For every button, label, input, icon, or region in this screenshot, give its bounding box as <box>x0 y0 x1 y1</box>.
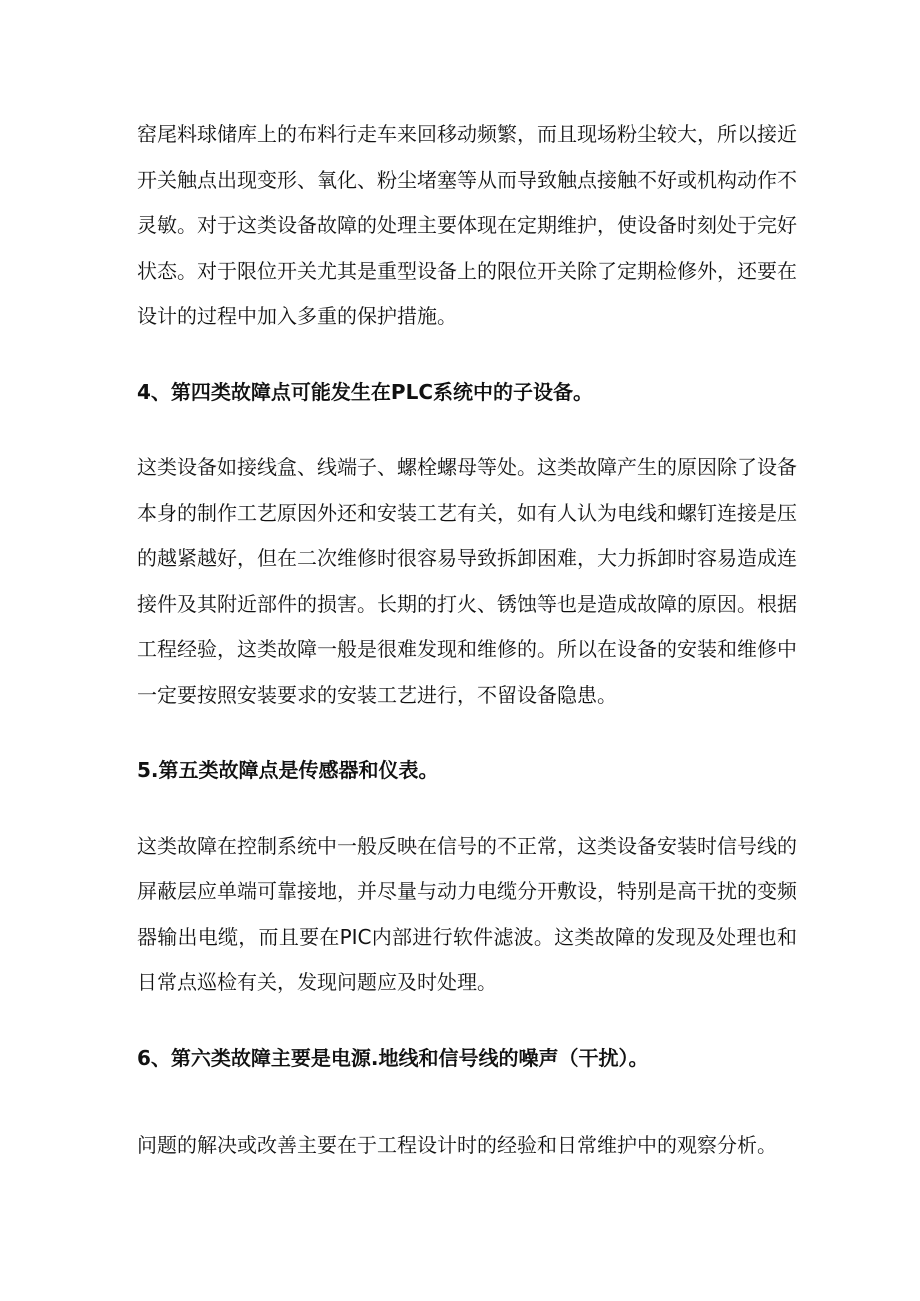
spacer <box>137 340 797 370</box>
paragraph-sub-device-faults: 这类设备如接线盒、线端子、螺栓螺母等处。这类故障产生的原因除了设备本身的制作工艺原因外还和安装工艺有关，如有人认为电线和螺钉连接是压的越紧越好，但在二次维修时很容易导致拆卸困难，大力拆卸时容易造成连接件及其附近部件的损害。长期的打火、锈蚀等也是造成故障的原因。根据工程经验，这类故障一般是很难发现和维修的。所以在设备的安装和维修中一定要按照安装要求的安装工艺进行，不留设备隐患。 <box>137 455 797 707</box>
spacer <box>137 794 797 824</box>
paragraph-sensor-faults: 这类故障在控制系统中一般反映在信号的不正常，这类设备安装时信号线的屏蔽层应单端可靠接地，并尽量与动力电缆分开敷设，特别是高干扰的变频器输出电缆，而且要在PIC内部进行软件滤波。这类故障的发现及处理也和日常点巡检有关，发现问题应及时处理。 <box>137 833 797 994</box>
heading-fault-type-4: 4、第四类故障点可能发生在PLC系统中的子设备。 <box>137 379 593 404</box>
paragraph-limit-switch-maintenance: 窑尾料球储库上的布料行走车来回移动频繁，而且现场粉尘较大，所以接近开关触点出现变形、氧化、粉尘堵塞等从而导致触点接触不好或机构动作不灵敏。对于这类设备故障的处理主要体现在定期维护，使设备时刻处于完好状态。对于限位开关尤其是重型设备上的限位开关除了定期检修外，还要在设计的过程中加入多重的保护措施。 <box>137 122 797 328</box>
spacer <box>137 1081 797 1123</box>
spacer <box>137 415 797 445</box>
spacer <box>137 718 797 748</box>
heading-fault-type-5: 5.第五类故障点是传感器和仪表。 <box>137 758 439 782</box>
heading-fault-type-6: 6、第六类故障主要是电源.地线和信号线的噪声（干扰）。 <box>137 1045 649 1070</box>
document-body <box>137 112 797 1169</box>
spacer <box>137 1006 797 1036</box>
paragraph-noise-solution: 问题的解决或改善主要在于工程设计时的经验和日常维护中的观察分析。 <box>137 1133 777 1157</box>
